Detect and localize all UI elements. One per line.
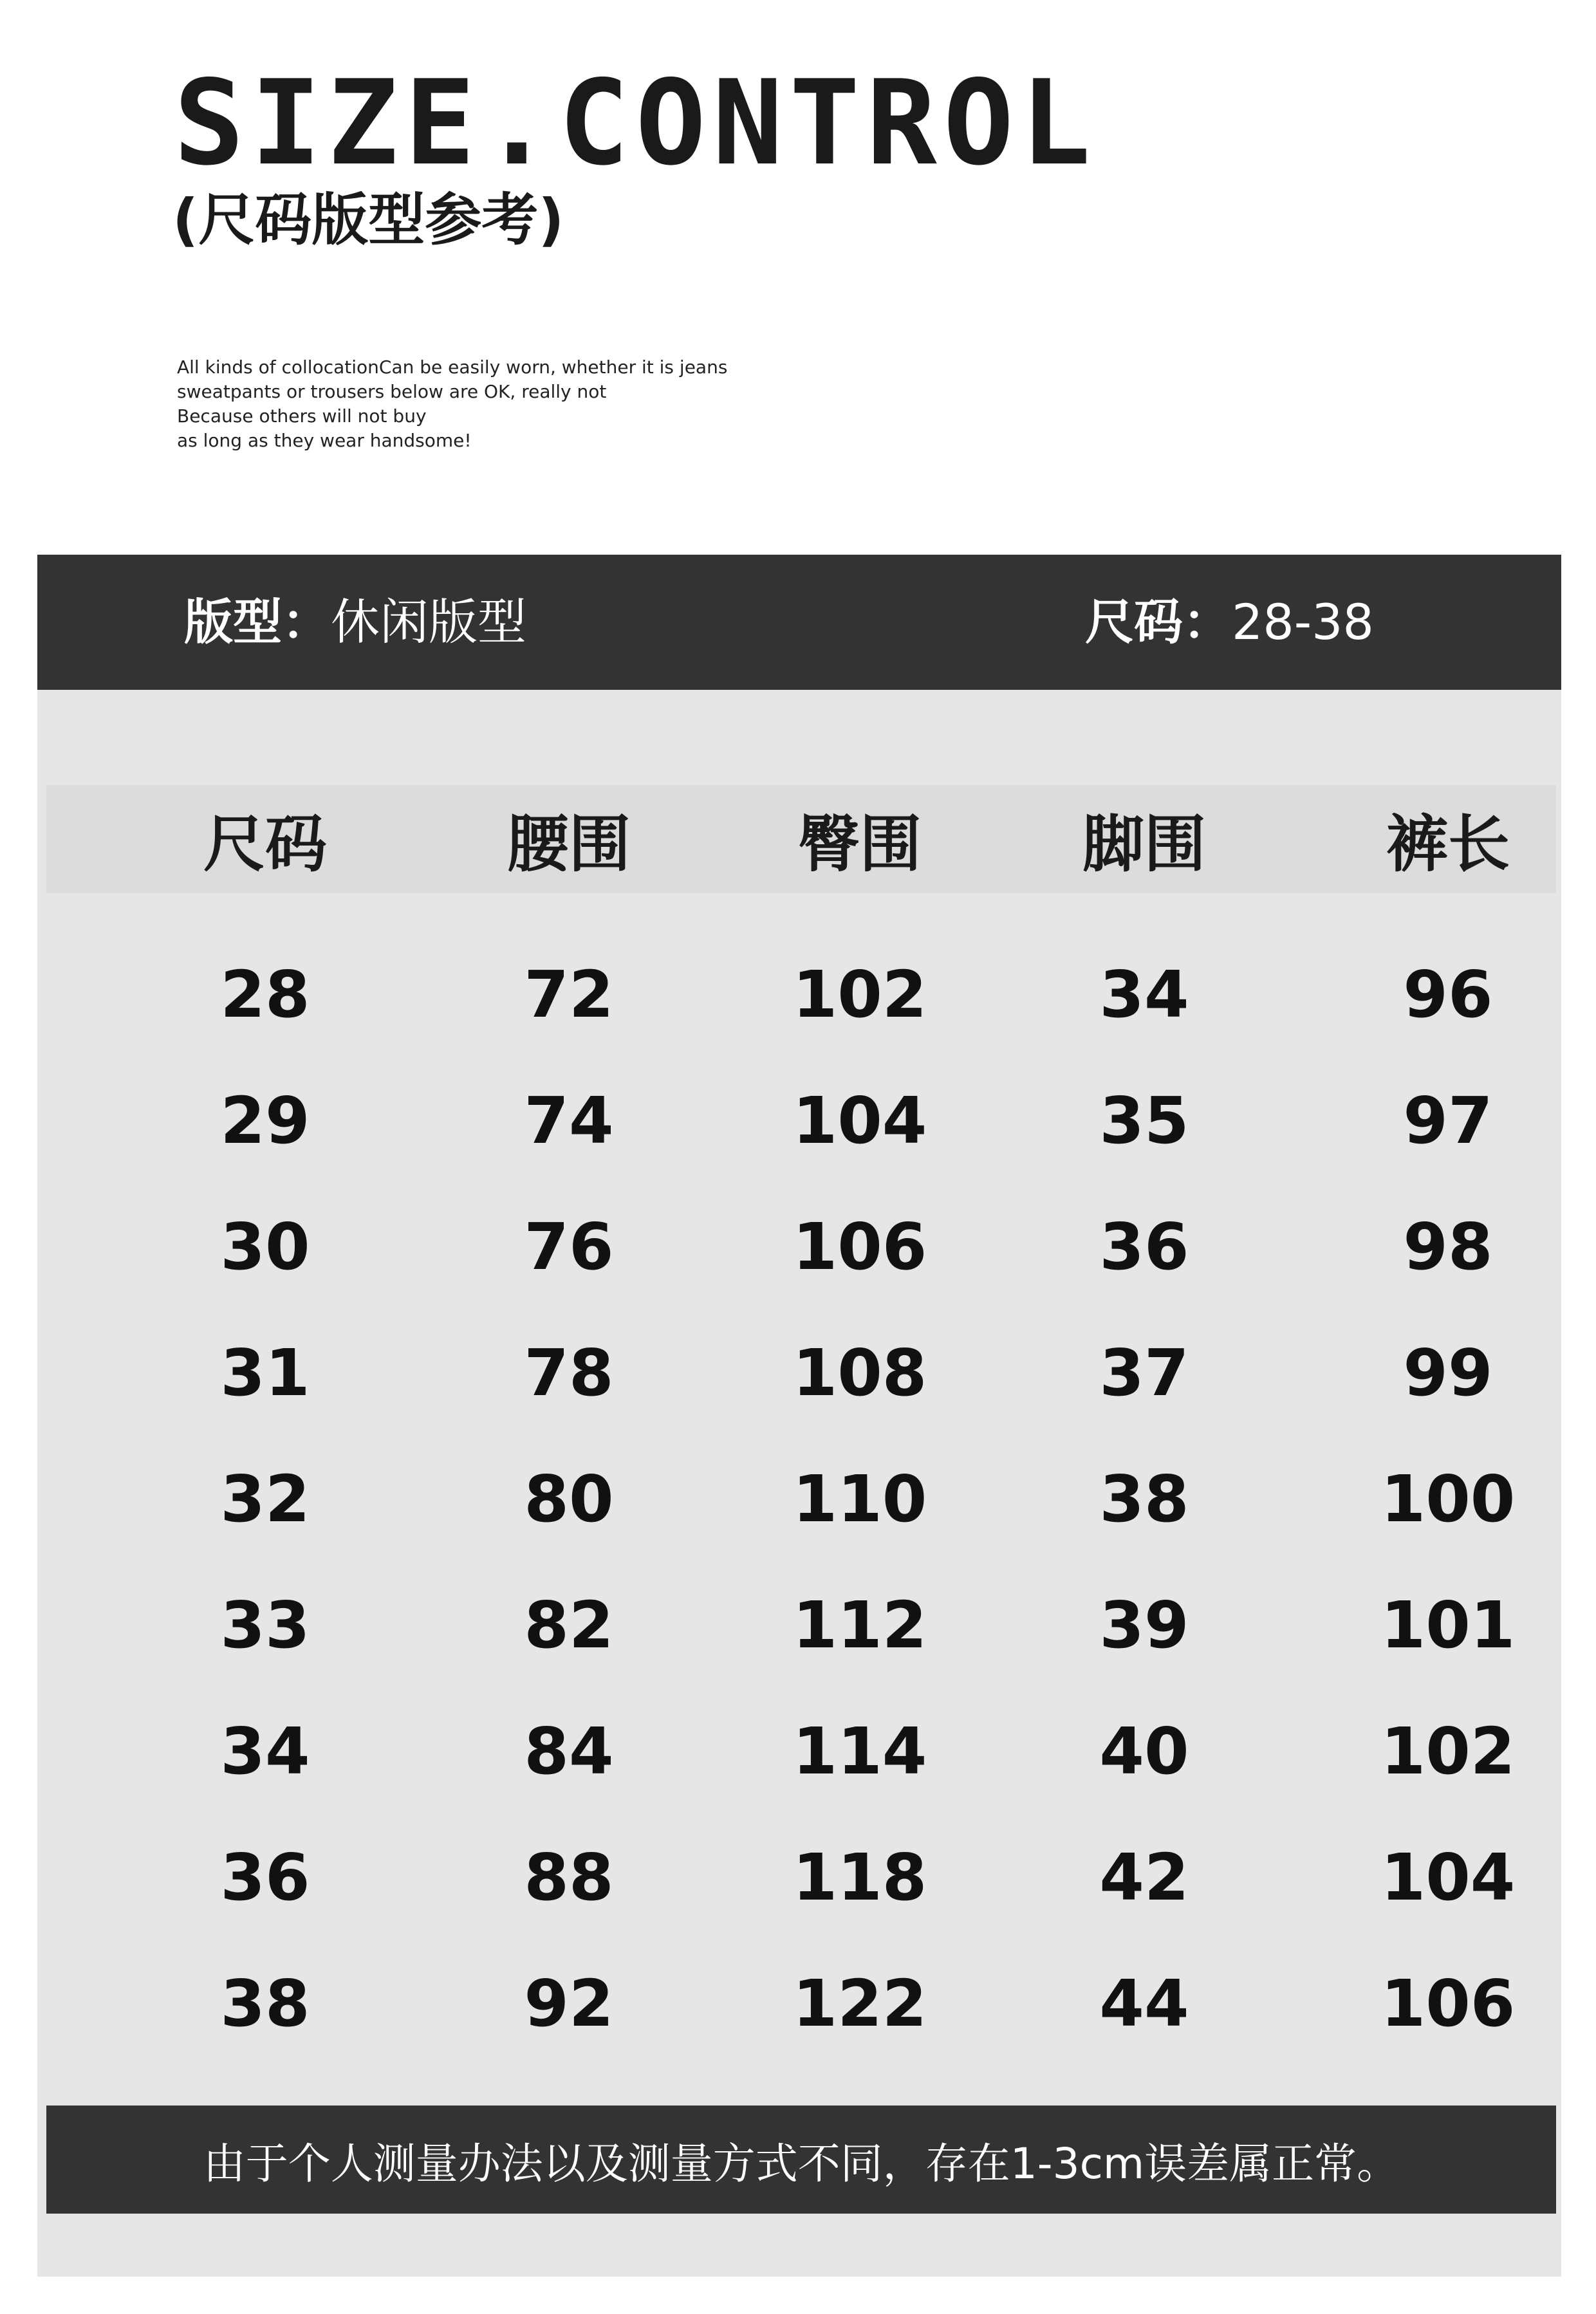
cell-hip: 114 xyxy=(792,1713,927,1789)
table-row xyxy=(37,1310,1561,1436)
cell-leg-opening: 44 xyxy=(1099,1965,1189,2041)
cell-pants-length: 97 xyxy=(1403,1082,1493,1158)
cell-hip: 112 xyxy=(792,1587,927,1663)
cell-waist: 88 xyxy=(524,1839,614,1915)
measurement-note-bar xyxy=(46,2106,1556,2214)
cell-pants-length: 101 xyxy=(1380,1587,1516,1663)
info-bar xyxy=(37,555,1561,690)
description-block xyxy=(177,355,949,453)
cell-pants-length: 106 xyxy=(1380,1965,1516,2041)
cell-waist: 76 xyxy=(524,1208,614,1284)
table-row xyxy=(37,1940,1561,2066)
cell-size: 36 xyxy=(220,1839,310,1915)
page-subtitle: (尺码版型参考) xyxy=(172,187,564,253)
cell-size: 34 xyxy=(220,1713,310,1789)
cell-leg-opening: 37 xyxy=(1099,1335,1189,1411)
size-range-label: 尺码： xyxy=(1085,593,1232,651)
cell-size: 32 xyxy=(220,1461,310,1537)
table-row xyxy=(37,1436,1561,1562)
description-line: All kinds of collocationCan be easily worn, whether it is jeans xyxy=(177,356,728,378)
cell-leg-opening: 34 xyxy=(1099,956,1189,1032)
column-header-hip: 臀围 xyxy=(798,808,922,880)
size-range-info xyxy=(1085,555,1374,690)
cell-pants-length: 98 xyxy=(1403,1208,1493,1284)
cell-size: 28 xyxy=(220,956,310,1032)
fit-label: 版型： xyxy=(184,593,331,651)
measurement-note: 由于个人测量办法以及测量方式不同，存在1-3cm误差属正常。 xyxy=(203,2138,1400,2189)
cell-waist: 72 xyxy=(524,956,614,1032)
cell-waist: 80 xyxy=(524,1461,614,1537)
description-line: Because others will not buy xyxy=(177,405,427,427)
cell-hip: 102 xyxy=(792,956,927,1032)
column-header-pants-length: 裤长 xyxy=(1386,808,1510,880)
cell-hip: 122 xyxy=(792,1965,927,2041)
cell-leg-opening: 40 xyxy=(1099,1713,1189,1789)
cell-waist: 92 xyxy=(524,1965,614,2041)
cell-pants-length: 102 xyxy=(1380,1713,1516,1789)
cell-waist: 78 xyxy=(524,1335,614,1411)
cell-size: 33 xyxy=(220,1587,310,1663)
table-row xyxy=(37,1183,1561,1310)
cell-hip: 110 xyxy=(792,1461,927,1537)
cell-size: 30 xyxy=(220,1208,310,1284)
cell-hip: 108 xyxy=(792,1335,927,1411)
table-header-row xyxy=(46,785,1556,893)
cell-leg-opening: 42 xyxy=(1099,1839,1189,1915)
cell-leg-opening: 36 xyxy=(1099,1208,1189,1284)
cell-leg-opening: 35 xyxy=(1099,1082,1189,1158)
page-title: SIZE.CONTROL xyxy=(174,55,1097,191)
cell-waist: 82 xyxy=(524,1587,614,1663)
description-line: as long as they wear handsome! xyxy=(177,430,472,451)
column-header-leg-opening: 脚围 xyxy=(1082,808,1206,880)
cell-size: 31 xyxy=(220,1335,310,1411)
cell-waist: 74 xyxy=(524,1082,614,1158)
fit-value: 休闲版型 xyxy=(331,593,526,651)
fit-info xyxy=(184,555,526,690)
cell-leg-opening: 38 xyxy=(1099,1461,1189,1537)
cell-hip: 106 xyxy=(792,1208,927,1284)
table-body xyxy=(37,931,1561,2066)
table-row xyxy=(37,1562,1561,1688)
column-header-waist: 腰围 xyxy=(507,808,631,880)
cell-pants-length: 100 xyxy=(1380,1461,1516,1537)
size-range-value: 28-38 xyxy=(1232,593,1374,651)
table-row xyxy=(37,1814,1561,1940)
table-row xyxy=(37,931,1561,1057)
cell-size: 29 xyxy=(220,1082,310,1158)
size-chart-panel xyxy=(37,555,1561,2277)
table-row xyxy=(37,1057,1561,1183)
cell-size: 38 xyxy=(220,1965,310,2041)
table-row xyxy=(37,1688,1561,1814)
cell-pants-length: 96 xyxy=(1403,956,1493,1032)
cell-hip: 104 xyxy=(792,1082,927,1158)
cell-waist: 84 xyxy=(524,1713,614,1789)
column-header-size: 尺码 xyxy=(203,808,327,880)
cell-hip: 118 xyxy=(792,1839,927,1915)
cell-pants-length: 99 xyxy=(1403,1335,1493,1411)
cell-leg-opening: 39 xyxy=(1099,1587,1189,1663)
cell-pants-length: 104 xyxy=(1380,1839,1516,1915)
description-line: sweatpants or trousers below are OK, really not xyxy=(177,381,607,402)
